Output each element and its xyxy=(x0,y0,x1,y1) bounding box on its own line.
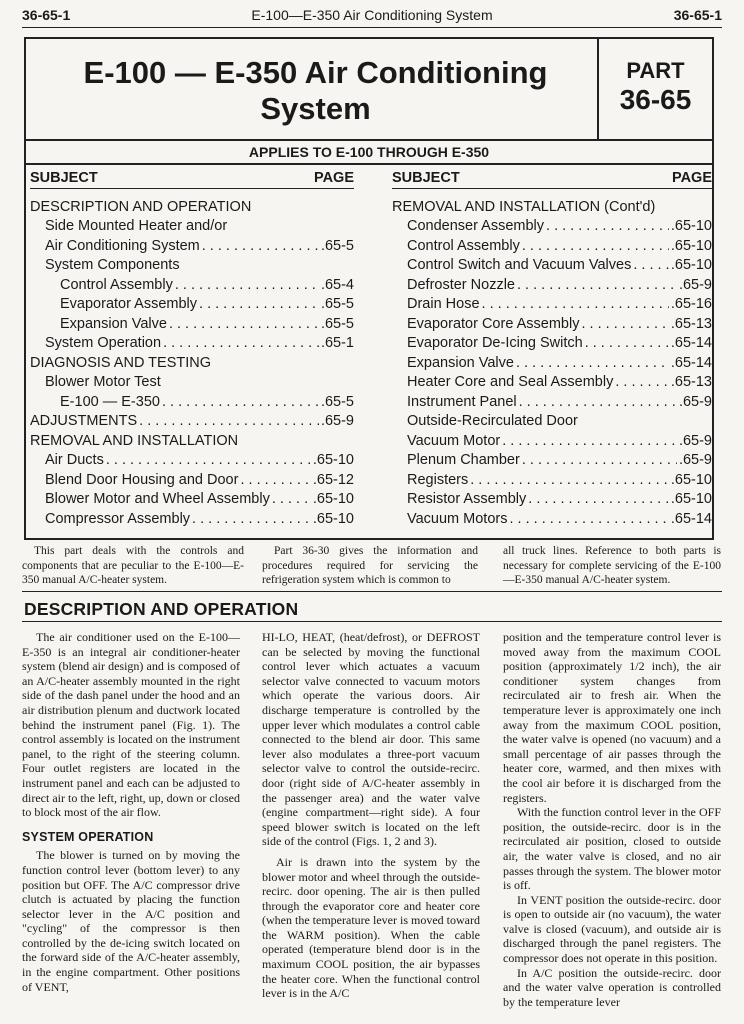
subsection-heading: SYSTEM OPERATION xyxy=(22,829,154,844)
toc-entry-page: .65-9 xyxy=(678,393,712,410)
toc-entry xyxy=(30,468,354,488)
toc-entry-title: Control Switch and Vacuum Valves xyxy=(407,257,632,273)
toc-leader-dots xyxy=(519,394,677,410)
toc-entry-title: ADJUSTMENTS xyxy=(30,413,138,429)
toc-entry-page: .65-10 xyxy=(312,510,354,527)
toc-entry-title: Registers xyxy=(407,471,469,488)
toc-entry-page: .65-10 xyxy=(670,218,712,234)
toc-leader-dots xyxy=(470,472,669,488)
toc-entry-title: Vacuum Motor xyxy=(407,432,501,449)
toc-entry-title: Evaporator Assembly xyxy=(60,296,198,312)
intro-paragraph-2: Part 36-30 gives the information and procedures required for servicing the refrigeration system which is common to xyxy=(262,545,478,586)
body-paragraph: position and the temperature control lever is moved away from the maximum COOL position (approximately 1/2 inch), the air conditioner system changes from recirculated air to fresh air. When the temperature lever is approximately one inch away from the maximum COOL position, the water valve is opened (no vacuum) and a small percentage of air passes through the heater core, warmed, and then mixes with the cool air before it is discharged from the registers. xyxy=(503,630,721,805)
toc-entry-title: DIAGNOSIS AND TESTING xyxy=(30,354,212,371)
toc-leader-dots xyxy=(163,335,319,351)
toc-leader-dots xyxy=(272,491,311,507)
toc-entry xyxy=(30,371,354,391)
toc-entry-page: .65-9 xyxy=(678,452,712,468)
toc-entry xyxy=(392,468,712,488)
toc-leader-dots xyxy=(175,277,319,293)
body-column-3 xyxy=(503,630,721,1009)
body-paragraph: Air is drawn into the system by the blower motor and wheel through the outside-recirc. door opening. The air is then pulled through the evaporator core and heater core (when the temperature lever is moved toward the WARM position). When the cable operated (temperature blend door is in the maximum COOL position, the air bypasses the heater core. When the functional control lever is in the A/C xyxy=(262,854,480,1001)
toc-entry-page: .65-5 xyxy=(320,296,354,312)
body-column-1 xyxy=(22,630,240,994)
toc-entry-page: .65-10 xyxy=(312,491,354,507)
toc-entry xyxy=(30,293,354,313)
toc-entry-page: .65-9 xyxy=(320,413,354,429)
toc-entry xyxy=(392,449,712,469)
part-number: 36-65 xyxy=(619,84,692,115)
toc-leader-dots xyxy=(509,511,668,527)
toc-entry-page: .65-13 xyxy=(670,374,712,390)
toc-entry xyxy=(392,390,712,410)
toc-entry xyxy=(392,195,712,215)
toc-entry-title: Outside-Recirculated Door xyxy=(407,413,578,429)
toc-entry-page: .65-9 xyxy=(678,432,712,449)
intro-paragraph-1: This part deals with the controls and components that are peculiar to the E-100—E-350 manual A/C-heater system. xyxy=(22,545,244,586)
toc-header xyxy=(30,169,354,189)
toc-leader-dots xyxy=(240,472,310,488)
toc-entry-title: Heater Core and Seal Assembly xyxy=(407,374,614,390)
running-title: E-100—E-350 Air Conditioning System xyxy=(251,7,493,23)
toc-entry-title: Expansion Valve xyxy=(407,354,514,371)
toc-entry xyxy=(30,215,354,235)
toc-leader-dots xyxy=(516,355,669,371)
toc-header xyxy=(392,169,712,189)
toc-entry xyxy=(30,488,354,508)
toc-leader-dots xyxy=(192,511,311,527)
toc-entry xyxy=(30,234,354,254)
running-header xyxy=(22,6,722,28)
toc-entry-page: .65-12 xyxy=(312,471,354,488)
toc-entry-title: Condenser Assembly xyxy=(407,218,545,234)
toc-leader-dots xyxy=(581,316,668,332)
toc-entry-page: .65-9 xyxy=(678,276,712,293)
toc-entry xyxy=(30,449,354,469)
toc-leader-dots xyxy=(106,452,311,468)
toc-entry-title: Plenum Chamber xyxy=(407,452,520,468)
body-paragraph: With the function control lever in the OFF position, the outside-recirc. door is in the recirculated air position, closed to outside air, the water valve is closed, and no air passes through the system. The blower motor is off. xyxy=(503,805,721,893)
body-paragraph: In A/C position the outside-recirc. door and the water valve operation is controlled by the temperature lever xyxy=(503,965,721,1009)
toc-entry-page: .65-10 xyxy=(670,471,712,488)
toc-entry-page: .65-14 xyxy=(670,335,712,351)
toc-entry-title: Evaporator Core Assembly xyxy=(407,315,580,332)
section-divider xyxy=(22,591,722,592)
toc-entry-title: Resistor Assembly xyxy=(407,491,527,507)
table-of-contents xyxy=(24,165,714,540)
toc-entry-title: DESCRIPTION AND OPERATION xyxy=(30,198,252,215)
toc-entry xyxy=(392,234,712,254)
toc-entry xyxy=(392,293,712,313)
toc-leader-dots xyxy=(482,296,669,312)
title-line-2: System xyxy=(260,91,371,126)
toc-entry xyxy=(30,351,354,371)
toc-entry xyxy=(392,332,712,352)
toc-entry-page: .65-13 xyxy=(670,315,712,332)
toc-entry-page: .65-14 xyxy=(670,510,712,527)
toc-entry-title: Drain Hose xyxy=(407,296,480,312)
toc-entry xyxy=(30,332,354,352)
toc-entry-page: .65-5 xyxy=(320,237,354,254)
toc-leader-dots xyxy=(517,277,677,293)
page-header: PAGE xyxy=(313,170,354,186)
toc-entry-title: Air Conditioning System xyxy=(45,237,200,254)
body-paragraph: HI-LO, HEAT, (heat/defrost), or DEFROST can be selected by moving the functional control lever which actuates a vacuum selector valve connected to vacuum motors which operate the various doors. Air discharge temperature is controlled by the upper lever which modulates a control cable connected to the blend air door. This same lever also modulates a three-port vacuum selector valve to control the outside-recirc. door (right side of A/C-heater assembly in the passenger area) and the water valve (engine compartment—right side). A four speed blower switch is located on the left side of the control (Figs. 1, 2 and 3). xyxy=(262,630,480,849)
toc-entry xyxy=(392,410,712,430)
toc-entry xyxy=(30,507,354,527)
body-column-2 xyxy=(262,630,480,1001)
toc-entry-title: Air Ducts xyxy=(45,452,104,468)
toc-entry xyxy=(30,390,354,410)
toc-leader-dots xyxy=(202,238,319,254)
toc-leader-dots xyxy=(522,238,669,254)
toc-entry-title: Blend Door Housing and Door xyxy=(45,471,239,488)
toc-entry-title: System Operation xyxy=(45,335,162,351)
toc-entry-page: .65-5 xyxy=(320,315,354,332)
toc-entry-page: .65-10 xyxy=(670,237,712,254)
toc-entry xyxy=(392,488,712,508)
toc-left-column xyxy=(30,169,354,527)
toc-entry-page: .65-10 xyxy=(312,452,354,468)
toc-entry-page: .65-14 xyxy=(670,354,712,371)
toc-leader-dots xyxy=(528,491,669,507)
toc-entry-title: REMOVAL AND INSTALLATION (Cont'd) xyxy=(392,198,656,215)
toc-entry-title: Evaporator De-Icing Switch xyxy=(407,335,583,351)
toc-leader-dots xyxy=(585,335,669,351)
document-title xyxy=(26,39,599,139)
section-divider xyxy=(22,621,722,622)
toc-entry-title: REMOVAL AND INSTALLATION xyxy=(30,432,239,449)
section-title: DESCRIPTION AND OPERATION xyxy=(24,599,299,619)
toc-leader-dots xyxy=(633,257,669,273)
subject-header: SUBJECT xyxy=(30,170,98,186)
toc-leader-dots xyxy=(162,394,319,410)
page-number-right: 36-65-1 xyxy=(673,7,722,23)
toc-entry xyxy=(392,254,712,274)
toc-entry xyxy=(392,351,712,371)
part-label: PART xyxy=(626,58,685,83)
toc-entry xyxy=(30,195,354,215)
toc-entry-title: Control Assembly xyxy=(60,276,173,293)
toc-entry-title: Side Mounted Heater and/or xyxy=(45,218,228,234)
toc-leader-dots xyxy=(546,218,669,234)
toc-leader-dots xyxy=(502,433,677,449)
toc-entry-title: System Components xyxy=(45,257,180,273)
toc-entry-title: Expansion Valve xyxy=(60,315,167,332)
toc-entry-page: .65-5 xyxy=(320,393,354,410)
toc-entry-page: .65-4 xyxy=(320,276,354,293)
body-paragraph: The air conditioner used on the E-100—E-350 is an integral air conditioner-heater system (blend air design) and is composed of an A/C-heater assembly mounted in the right side of the dash panel under the hood and an air distribution plenum and ductwork located behind the instrument panel (Fig. 1). The control assembly is located on the instrument panel, to the right of the steering column. Four outlet registers are located in the instrument panel and each can be adjusted to direct air to the left, right, up, down or closed to block most of the air flow. xyxy=(22,630,240,820)
toc-leader-dots xyxy=(615,374,669,390)
toc-entry-title: Compressor Assembly xyxy=(45,510,191,527)
toc-entry xyxy=(392,371,712,391)
toc-entry xyxy=(392,429,712,449)
toc-entry-title: E-100 — E-350 xyxy=(60,393,160,410)
toc-entry-page: .65-10 xyxy=(670,257,712,273)
toc-entry xyxy=(30,312,354,332)
toc-leader-dots xyxy=(139,413,319,429)
page-header: PAGE xyxy=(671,170,712,186)
toc-entry xyxy=(392,507,712,527)
toc-entry-title: Vacuum Motors xyxy=(407,510,508,527)
body-paragraph: The blower is turned on by moving the function control lever (bottom lever) to any position but OFF. The A/C compressor drive clutch is actuated by placing the function selector lever in the A/C position and "cycling" of the compressor is then controlled by the de-icing switch located on the forward side of the A/C-heater assembly, in the engine compartment. Other positions of VENT, xyxy=(22,848,240,994)
toc-entry-page: .65-10 xyxy=(670,491,712,507)
toc-leader-dots xyxy=(199,296,319,312)
toc-entry-title: Instrument Panel xyxy=(407,393,517,410)
toc-entry-page: .65-16 xyxy=(670,296,712,312)
toc-entry xyxy=(392,312,712,332)
toc-entry xyxy=(30,410,354,430)
applies-to-banner: APPLIES TO E-100 THROUGH E-350 xyxy=(24,141,714,165)
body-paragraph: In VENT position the outside-recirc. door is open to outside air (no vacuum), the water valve is closed (vacuum), and outside air is discharged through the panel registers. The compressor does not operate in this position. xyxy=(503,892,721,966)
title-line-1: E-100 — E-350 Air Conditioning xyxy=(83,55,548,90)
toc-leader-dots xyxy=(522,452,677,468)
page-number-left: 36-65-1 xyxy=(22,7,71,23)
toc-entry-title: Blower Motor Test xyxy=(45,374,161,390)
toc-entry-title: Defroster Nozzle xyxy=(407,276,515,293)
toc-entry xyxy=(30,254,354,274)
toc-right-column xyxy=(392,169,712,527)
toc-entry-title: Blower Motor and Wheel Assembly xyxy=(45,491,270,507)
toc-entry-page: .65-1 xyxy=(320,335,354,351)
subject-header: SUBJECT xyxy=(392,170,460,186)
title-box xyxy=(24,37,714,141)
toc-entry xyxy=(30,429,354,449)
toc-entry xyxy=(392,215,712,235)
toc-entry xyxy=(30,273,354,293)
toc-leader-dots xyxy=(169,316,319,332)
toc-entry-title: Control Assembly xyxy=(407,237,520,254)
intro-paragraph-3: all truck lines. Reference to both parts is necessary for complete servicing of the E-100—E-350 manual A/C-heater system. xyxy=(503,545,721,586)
part-box xyxy=(599,39,712,139)
toc-entry xyxy=(392,273,712,293)
